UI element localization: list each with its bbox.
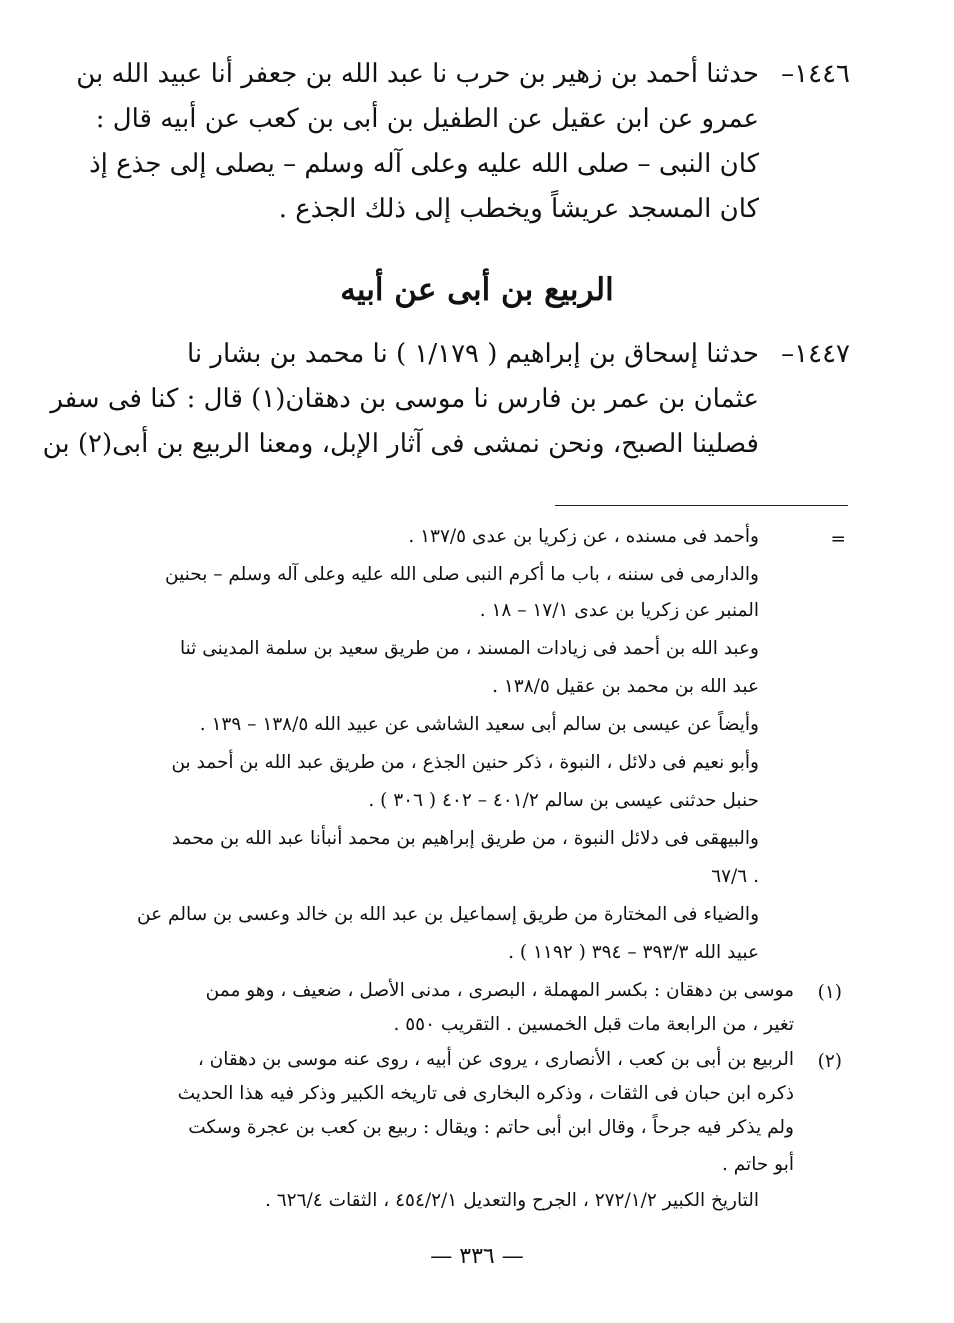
footnote-line: عبد الله بن محمد بن عقيل ١٣٨/٥ . — [492, 676, 759, 697]
hadith-text-line: كان النبى – صلى الله عليه وعلى آله وسلم – يصلى إلى جذع إذ — [89, 149, 759, 179]
hadith-text-line: فصلينا الصبح، ونحن نمشى فى آثار الإبل، ومعنا الربيع بن أبى(٢) بن — [42, 429, 759, 459]
footnote-marker-1: (١) — [817, 982, 842, 1003]
footnote-line: وعبد الله بن أحمد فى زيادات المسند ، من طريق سعيد بن سلمة المدينى ثنا — [179, 638, 759, 659]
footnote-marker-2: (٢) — [817, 1051, 842, 1072]
footnote-line: التاريخ الكبير ٢٧٢/١/٢ ، الجرح والتعديل ٤٥٤/٢/١ ، الثقات ٦٢٦/٤ . — [264, 1190, 759, 1211]
footnote-line: تغير ، من الرابعة مات قبل الخمسين . التقريب ٥٥٠ . — [393, 1014, 794, 1035]
footnote-line: والبيهقى فى دلائل النبوة ، من طريق إبراهيم بن محمد أنبأنا عبد الله بن محمد — [171, 828, 759, 849]
footnote-line: حنبل حدثنى عيسى بن سالم ٤٠١/٢ – ٤٠٢ ( ٣٠٦ ) . — [368, 790, 759, 811]
footnote-line: ٦٧/٦ . — [711, 866, 759, 887]
hadith-text-line: عمرو عن ابن عقيل عن الطفيل بن أبى بن كعب عن أبيه قال : — [95, 104, 759, 134]
hadith-text-line: عثمان بن عمر بن فارس نا موسى بن دهقان(١) قال : كنا فى سفر — [50, 384, 759, 414]
footnote-line: وأحمد فى مسنده ، عن زكريا بن عدى ١٣٧/٥ . — [408, 526, 759, 547]
hadith-text-line: كان المسجد عريشاً ويخطب إلى ذلك الجذع . — [278, 194, 759, 224]
section-heading: الربيع بن أبى عن أبيه — [340, 272, 614, 308]
footnote-line: موسى بن دهقان : بكسر المهملة ، البصرى ، مدنى الأصل ، ضعيف ، وهو ممن — [205, 980, 794, 1001]
hadith-number: ١٤٤٦– — [781, 59, 850, 89]
footnote-separator — [555, 505, 848, 506]
page-number: — ٣٣٦ — — [430, 1244, 524, 1269]
footnote-line: والدارمى فى سننه ، باب ما أكرم النبى صلى الله عليه وعلى آله وسلم – بحنين — [165, 564, 759, 585]
footnote-line: ولم يذكر فيه جرحاً ، وقال ابن أبى حاتم : ويقال : ربيع بن كعب بن عجرة وسكت — [188, 1117, 794, 1138]
hadith-number: ١٤٤٧– — [781, 339, 850, 369]
footnote-line: وأيضاً عن عيسى بن سالم أبى سعيد الشاشى عن عبيد الله ١٣٨/٥ – ١٣٩ . — [199, 714, 759, 735]
footnote-line: ذكره ابن حبان فى الثقات ، وذكره البخارى فى تاريخه الكبير وذكر فيه هذا الحديث — [177, 1083, 794, 1104]
continuation-mark: = — [830, 529, 846, 550]
footnote-line: والضياء فى المختارة من طريق إسماعيل بن عبد الله بن خالد وعسى بن سالم عن — [137, 904, 759, 925]
footnote-line: عبيد الله ٣٩٣/٣ – ٣٩٤ ( ١١٩٢ ) . — [508, 942, 759, 963]
hadith-text-line: حدثنا أحمد بن زهير بن حرب نا عبد الله بن جعفر أنا عبيد الله بن — [76, 59, 759, 89]
footnote-line: الربيع بن أبى بن كعب ، الأنصارى ، يروى عن أبيه ، روى عنه موسى بن دهقان ، — [197, 1049, 794, 1070]
footnote-line: أبو حاتم . — [721, 1154, 794, 1175]
hadith-text-line: حدثنا إسحاق بن إبراهيم ( ١/١٧٩ ) نا محمد بن بشار نا — [187, 339, 759, 369]
footnote-line: وأبو نعيم فى دلائل ، النبوة ، ذكر حنين الجذع ، من طريق عبد الله بن أحمد بن — [171, 752, 759, 773]
footnote-line: المنبر عن زكريا بن عدى ١٧/١ – ١٨ . — [479, 600, 759, 621]
